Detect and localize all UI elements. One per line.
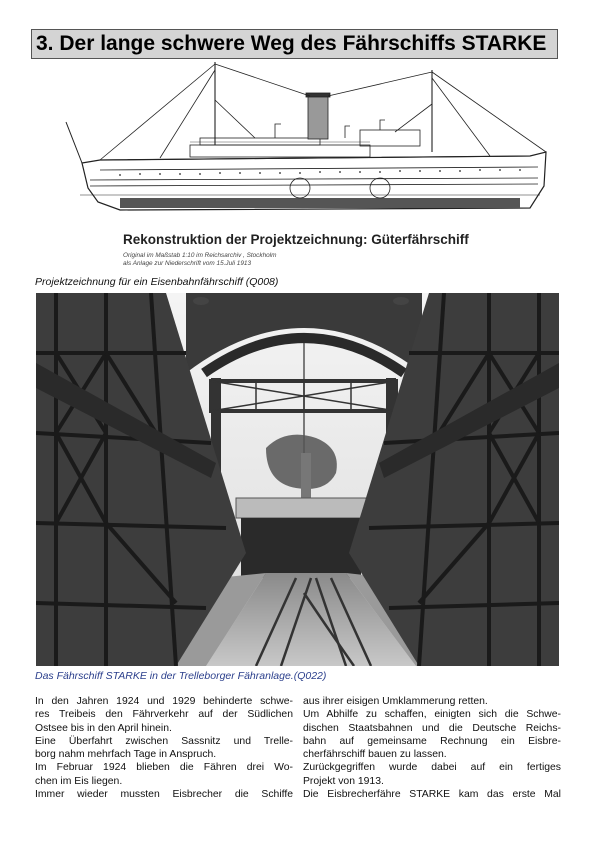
photo-caption: Das Fährschiff STARKE in der Trelleborger Fähranlage.(Q022) xyxy=(35,670,327,682)
page-title: 3. Der lange schwere Weg des Fährschiffs STARKE xyxy=(36,32,547,55)
body-line: In den Jahren 1924 und 1929 behinderte schwe- xyxy=(35,696,293,707)
body-line: res Treibeis den Fährverkehr auf der Südlichen xyxy=(35,709,293,721)
body-line: cherfährschiff bauen zu lassen. xyxy=(303,749,447,761)
body-line: Um Abhilfe zu schaffen, einigten sich die Schwe- xyxy=(303,709,561,721)
body-column-right xyxy=(303,695,561,801)
body-line: Die Eisbrecherfähre STARKE kam das erste Mal xyxy=(303,789,561,801)
page-title-box xyxy=(31,29,558,59)
body-line: Eine Überfahrt zwischen Sassnitz und Trelle- xyxy=(35,735,293,747)
ferry-photo xyxy=(36,293,559,666)
drawing-subline: Original im Maßstab 1:10 im Reichsarchiv , Stockholm xyxy=(123,252,277,259)
body-line: chen im Eis liegen. xyxy=(35,775,123,787)
body-line: dischen Staatsbahnen und die Deutsche Reichs- xyxy=(303,722,561,734)
body-line: Immer wieder mussten Eisbrecher die Schiffe xyxy=(35,789,293,801)
body-column-left xyxy=(35,695,293,801)
body-line: Projekt von 1913. xyxy=(303,775,384,787)
body-line: borg nahm mehrfach Tage in Anspruch. xyxy=(35,749,217,761)
drawing-subline: als Anlage zur Niederschrift vom 15.Juli 1913 xyxy=(123,260,251,267)
drawing-caption: Projektzeichnung für ein Eisenbahnfährschiff (Q008) xyxy=(35,276,279,288)
body-line: Im Februar 1924 blieben die Fähren drei Wo- xyxy=(35,762,293,774)
ship-drawing xyxy=(60,60,555,220)
body-line: aus ihrer eisigen Umklammerung retten. xyxy=(303,696,488,707)
body-line: bahn auf gemeinsame Rechnung ein Eisbre- xyxy=(303,735,561,747)
body-line: Zurückgegriffen wurde dabei auf ein fertiges xyxy=(303,762,561,774)
body-line: Ostsee bis in den April hinein. xyxy=(35,722,172,734)
drawing-heading: Rekonstruktion der Projektzeichnung: Güterfährschiff xyxy=(123,232,469,247)
